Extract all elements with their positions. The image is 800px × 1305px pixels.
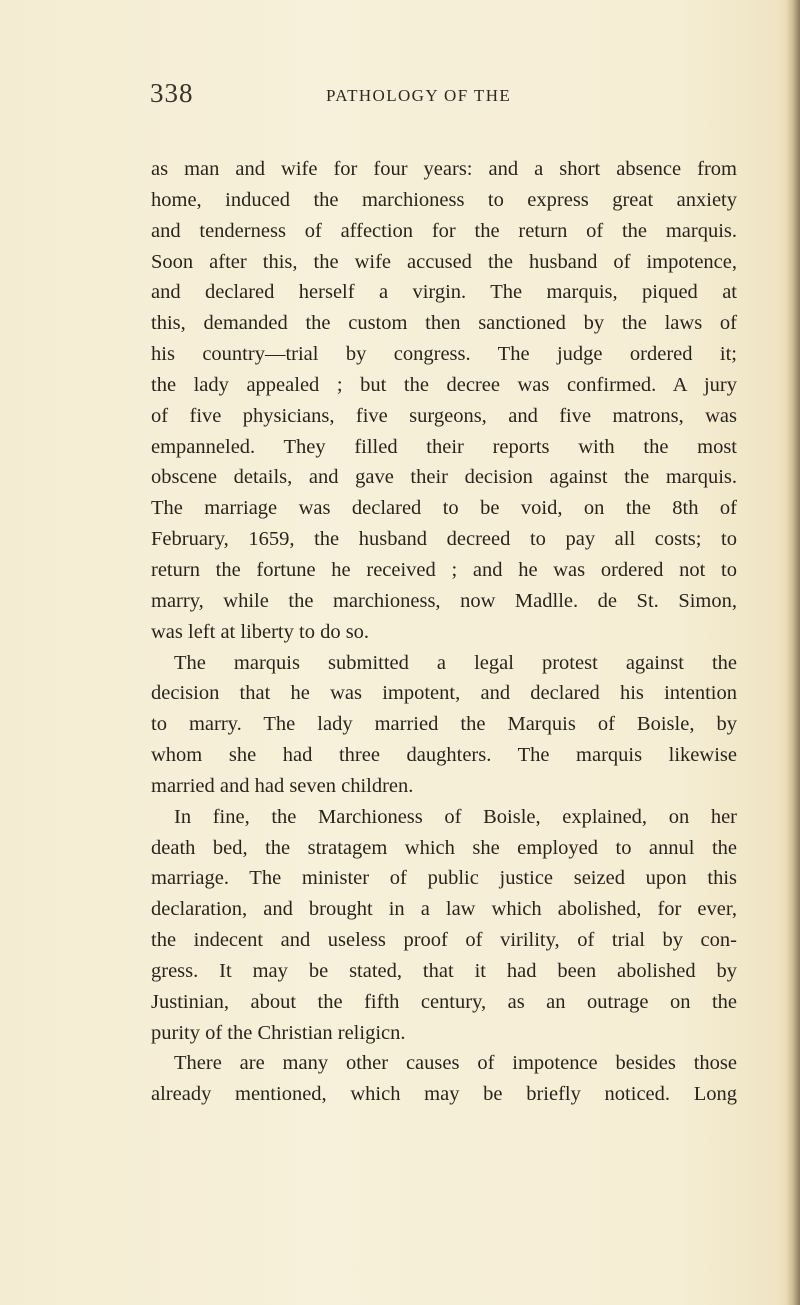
text-line: The marquis submitted a legal protest against the bbox=[174, 651, 737, 674]
text-line: and tenderness of affection for the return of the marquis. bbox=[151, 219, 737, 242]
running-head: PATHOLOGY OF THE bbox=[326, 86, 512, 105]
text-line: already mentioned, which may be briefly noticed. Long bbox=[151, 1083, 737, 1106]
text-line: as man and wife for four years: and a short absence from bbox=[151, 158, 737, 180]
text-line: empanneled. They filled their reports with the most bbox=[151, 435, 737, 458]
text-line: decision that he was impotent, and declared his intention bbox=[151, 682, 737, 705]
text-line: The marriage was declared to be void, on the 8th of bbox=[151, 497, 737, 520]
text-line: the lady appealed ; but the decree was confirmed. A jury bbox=[151, 373, 737, 396]
text-line: and declared herself a virgin. The marquis, piqued at bbox=[151, 281, 737, 304]
page-header bbox=[150, 78, 750, 118]
text-line: purity of the Christian religicn. bbox=[151, 1021, 406, 1044]
text-line: Soon after this, the wife accused the husband of impotence, bbox=[151, 250, 737, 273]
text-line: whom she had three daughters. The marquis likewise bbox=[151, 744, 737, 767]
text-line: this, demanded the custom then sanctioned by the laws of bbox=[151, 312, 737, 335]
text-line: marriage. The minister of public justice seized upon this bbox=[151, 867, 737, 890]
text-line: of five physicians, five surgeons, and five matrons, was bbox=[151, 404, 737, 427]
text-line: death bed, the stratagem which she employed to annul the bbox=[151, 836, 737, 859]
text-line: return the fortune he received ; and he was ordered not to bbox=[151, 558, 737, 581]
body-text bbox=[151, 154, 737, 1110]
text-line: was left at liberty to do so. bbox=[151, 620, 370, 643]
text-line: the indecent and useless proof of virility, of trial by con- bbox=[151, 929, 737, 952]
text-line: to marry. The lady married the Marquis of Boisle, by bbox=[151, 713, 737, 736]
text-line: obscene details, and gave their decision against the marquis. bbox=[151, 466, 737, 489]
text-line: home, induced the marchioness to express great anxiety bbox=[151, 188, 737, 211]
text-line: February, 1659, the husband decreed to pay all costs; to bbox=[151, 528, 737, 551]
text-line: married and had seven children. bbox=[151, 774, 414, 797]
text-line: In fine, the Marchioness of Boisle, explained, on her bbox=[174, 805, 737, 828]
text-line: marry, while the marchioness, now Madlle. de St. Simon, bbox=[151, 589, 737, 612]
text-line: his country—trial by congress. The judge ordered it; bbox=[151, 343, 737, 366]
text-line: gress. It may be stated, that it had been abolished by bbox=[151, 959, 737, 982]
text-line: Justinian, about the fifth century, as an outrage on the bbox=[151, 990, 737, 1013]
text-line: There are many other causes of impotence besides those bbox=[174, 1052, 737, 1075]
page-edge-shadow bbox=[786, 0, 800, 1305]
text-line: declaration, and brought in a law which abolished, for ever, bbox=[151, 898, 737, 921]
page-number: 338 bbox=[150, 78, 194, 108]
